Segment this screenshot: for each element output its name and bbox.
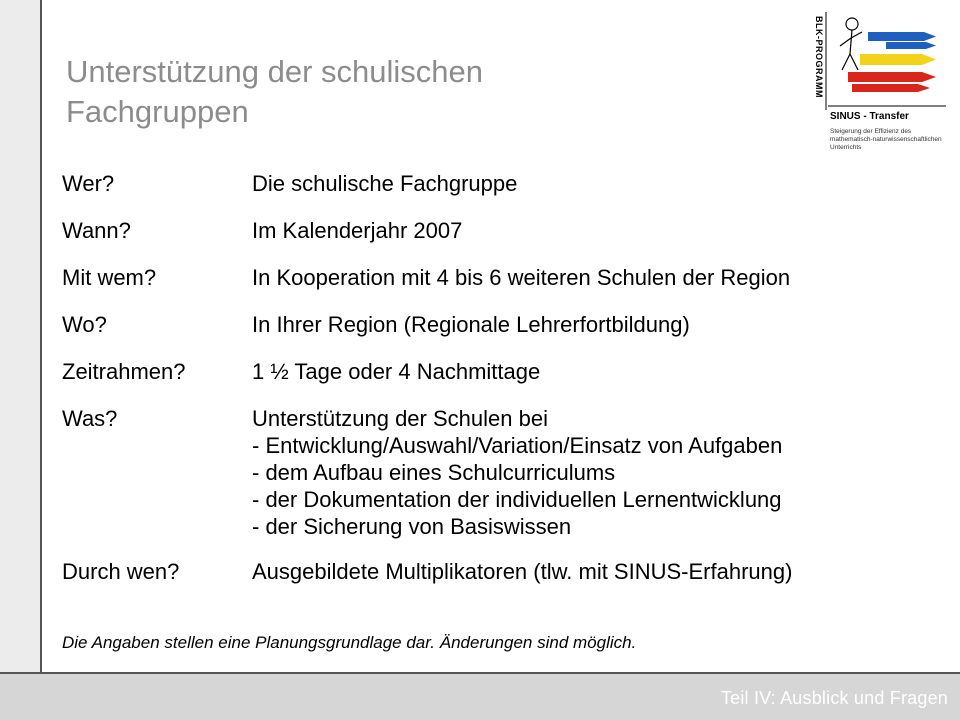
info-row-wo xyxy=(62,311,942,338)
info-row-wann xyxy=(62,217,942,244)
info-row-zeitrahmen xyxy=(62,358,942,385)
row-value-line: - der Sicherung von Basiswissen xyxy=(252,514,572,539)
row-value-line: - dem Aufbau eines Schulcurriculums xyxy=(252,460,616,485)
row-value: 1 ½ Tage oder 4 Nachmittage xyxy=(252,359,541,384)
row-label: Wer? xyxy=(62,171,115,196)
row-value-line: - Entwicklung/Auswahl/Variation/Einsatz von Aufgaben xyxy=(252,433,783,458)
left-decor-bar xyxy=(0,0,42,720)
row-label: Wann? xyxy=(62,218,131,243)
row-value xyxy=(252,405,942,540)
info-row-wer xyxy=(62,170,942,197)
slide-title-line: Fachgruppen xyxy=(66,94,249,129)
row-value: Ausgebildete Multiplikatoren (tlw. mit SINUS-Erfahrung) xyxy=(252,559,793,584)
info-row-was xyxy=(62,405,942,540)
row-value: In Ihrer Region (Regionale Lehrerfortbildung) xyxy=(252,312,690,337)
info-table xyxy=(62,170,942,605)
row-value: Im Kalenderjahr 2007 xyxy=(252,218,463,243)
row-label: Durch wen? xyxy=(62,559,180,584)
sinus-transfer-logo xyxy=(808,10,948,150)
info-row-durch-wen xyxy=(62,558,942,585)
row-value-line: - der Dokumentation der individuellen Lernentwicklung xyxy=(252,487,782,512)
slide-title xyxy=(66,52,686,132)
row-label: Mit wem? xyxy=(62,265,157,290)
row-label: Wo? xyxy=(62,312,107,337)
pencils-logo-icon xyxy=(808,10,948,110)
row-value-line: Unterstützung der Schulen bei xyxy=(252,406,548,431)
logo-subtitle: Steigerung der Effizienz des mathematisch-naturwissenschaftlichen Unterrichts xyxy=(830,128,942,151)
logo-program-text: BLK-PROGRAMM xyxy=(814,16,824,98)
row-label: Zeitrahmen? xyxy=(62,359,186,384)
footer-bar xyxy=(0,672,960,720)
row-value: In Kooperation mit 4 bis 6 weiteren Schulen der Region xyxy=(252,265,791,290)
row-value: Die schulische Fachgruppe xyxy=(252,171,518,196)
planning-note: Die Angaben stellen eine Planungsgrundlage dar. Änderungen sind möglich. xyxy=(62,633,637,652)
row-label: Was? xyxy=(62,406,118,431)
footer-section-label: Teil IV: Ausblick und Fragen xyxy=(720,688,948,708)
info-row-mit-wem xyxy=(62,264,942,291)
logo-name: SINUS - Transfer xyxy=(830,111,909,122)
slide-title-line: Unterstützung der schulischen xyxy=(66,54,484,89)
